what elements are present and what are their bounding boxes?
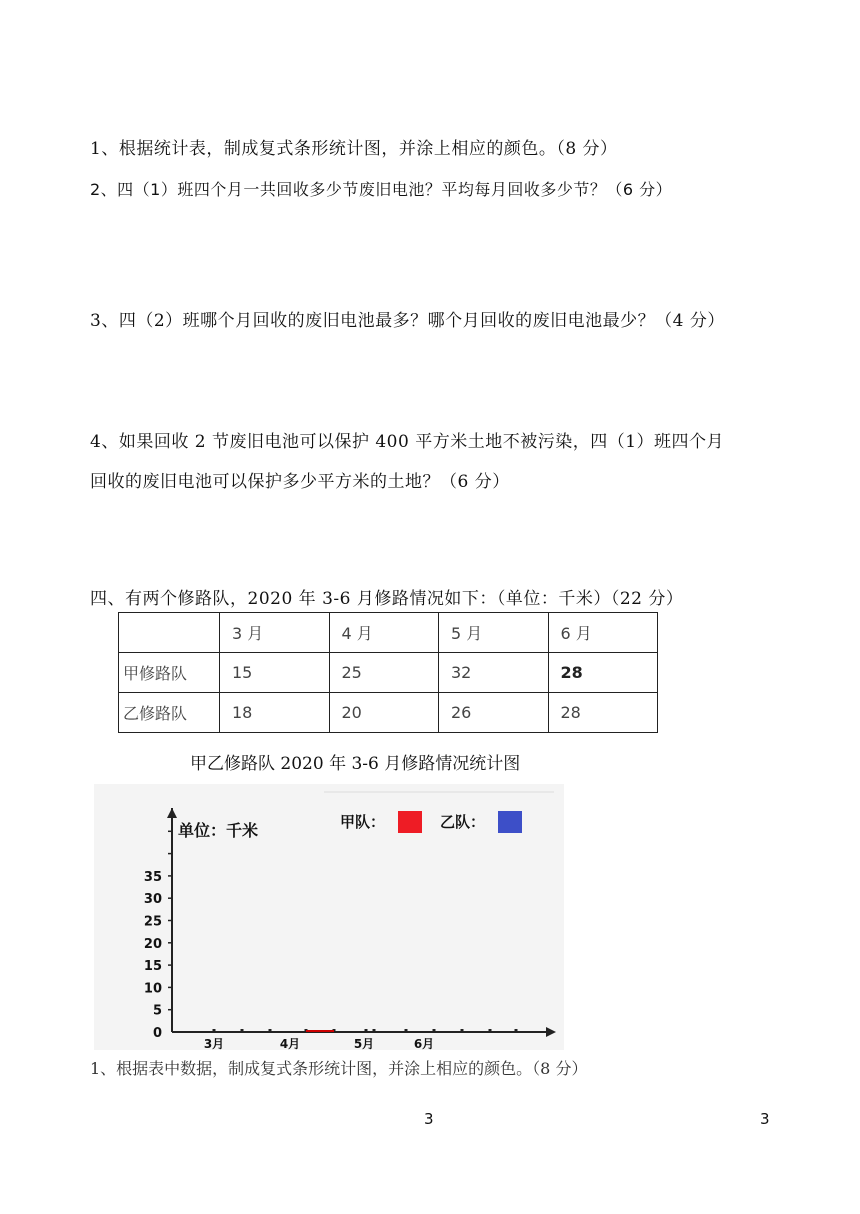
question-4-line-2: 回收的废旧电池可以保护多少平方米的土地？（6 分） (90, 472, 510, 492)
x-tick-mark (365, 1029, 368, 1032)
y-tick-label: 15 (143, 959, 162, 975)
chart-question-1: 1、根据表中数据，制成复式条形统计图，并涂上相应的颜色。（8 分） (90, 1059, 588, 1078)
table-cell: 25 (329, 653, 439, 693)
x-tick-mark (433, 1029, 436, 1032)
table-cell: 6 月 (548, 613, 658, 653)
table-row (119, 693, 658, 733)
table-cell: 3 月 (220, 613, 330, 653)
y-tick-label: 25 (143, 914, 162, 930)
legend-label: 甲队： (340, 813, 386, 831)
table-cell: 28 (548, 653, 658, 693)
x-tick-label: 6月 (413, 1037, 435, 1050)
table-cell: 18 (220, 693, 330, 733)
blank-bar-chart (94, 784, 564, 1050)
question-4-line-1: 4、如果回收 2 节废旧电池可以保护 400 平方米土地不被污染，四（1）班四个月 (90, 432, 725, 452)
table-header-row (119, 613, 658, 653)
table-cell: 5 月 (439, 613, 549, 653)
table-cell (119, 613, 220, 653)
chart-background (94, 784, 564, 1050)
page-number: 3 (424, 1110, 434, 1128)
legend-swatch (398, 811, 422, 833)
x-tick-mark (213, 1029, 216, 1032)
table-row (119, 653, 658, 693)
x-tick-mark (269, 1029, 272, 1032)
table-cell: 4 月 (329, 613, 439, 653)
table-cell: 15 (220, 653, 330, 693)
question-3: 3、四（2）班哪个月回收的废旧电池最多？哪个月回收的废旧电池最少？（4 分） (90, 311, 725, 331)
x-tick-label: 5月 (353, 1037, 375, 1050)
legend-label: 乙队： (440, 813, 486, 831)
table-cell: 乙修路队 (119, 693, 220, 733)
y-axis-label: 单位：千米 (178, 821, 259, 840)
y-tick-label: 10 (143, 981, 162, 997)
y-tick-label: 30 (143, 892, 162, 908)
x-tick-mark (405, 1029, 408, 1032)
question-1: 1、根据统计表，制成复式条形统计图，并涂上相应的颜色。（8 分） (90, 139, 618, 159)
y-tick-label: 35 (143, 869, 162, 885)
table-cell: 32 (439, 653, 549, 693)
x-tick-label: 4月 (279, 1037, 301, 1050)
x-tick-mark (373, 1029, 376, 1032)
table-cell: 甲修路队 (119, 653, 220, 693)
table-cell: 28 (548, 693, 658, 733)
x-tick-mark (461, 1029, 464, 1032)
road-work-table (118, 612, 658, 733)
table-cell: 20 (329, 693, 439, 733)
x-tick-mark (489, 1029, 492, 1032)
section-4-heading: 四、有两个修路队，2020 年 3-6 月修路情况如下：（单位：千米）（22 分） (90, 589, 684, 609)
x-tick-mark (515, 1029, 518, 1032)
y-tick-label: 20 (143, 936, 162, 952)
chart-title: 甲乙修路队 2020 年 3-6 月修路情况统计图 (190, 754, 521, 774)
page-number-right: 3 (760, 1110, 770, 1128)
y-tick-label: 0 (152, 1026, 162, 1041)
table-cell: 26 (439, 693, 549, 733)
y-tick-label: 5 (152, 1003, 162, 1019)
x-tick-mark (241, 1029, 244, 1032)
legend-swatch (498, 811, 522, 833)
x-tick-label: 3月 (203, 1037, 225, 1050)
question-2: 2、四（1）班四个月一共回收多少节废旧电池？平均每月回收多少节？（6 分） (90, 180, 673, 199)
